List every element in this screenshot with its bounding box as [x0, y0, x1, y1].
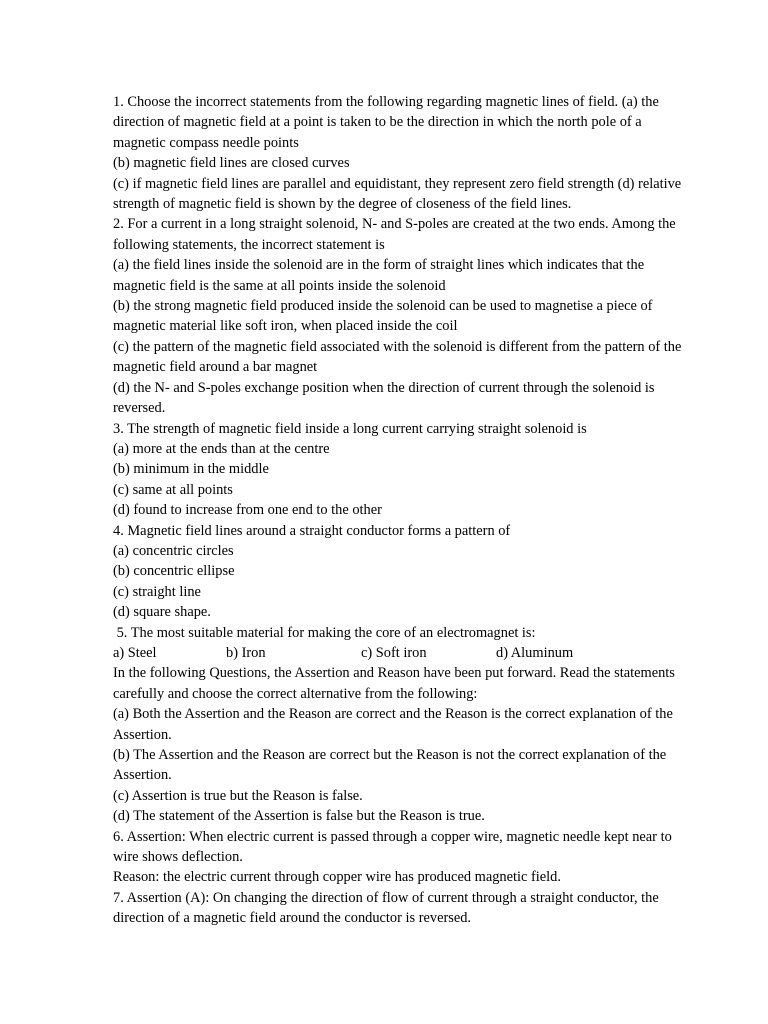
q6-assertion: 6. Assertion: When electric current is passed through a copper wire, magnetic needle kept near to wire shows deflection. — [113, 828, 672, 866]
q2-option-c: (c) the pattern of the magnetic field associated with the solenoid is different from the pattern of the magnetic field around a bar magnet — [113, 338, 682, 376]
q5-options — [113, 643, 683, 663]
q2-option-b: (b) the strong magnetic field produced inside the solenoid can be used to magnetise a piece of magnetic material like soft iron, when placed inside the coil — [113, 298, 653, 335]
q3-option-c: (c) same at all points — [113, 481, 233, 498]
q1-option-b: (b) magnetic field lines are closed curves — [113, 155, 350, 172]
q5-option-a: a) Steel — [113, 644, 157, 661]
q1-option-c-d: (c) if magnetic field lines are parallel and equidistant, they represent zero field strength (d) relative strength of magnetic field is shown by the degree of closeness of the field lines. — [113, 175, 682, 213]
q3-text: 3. The strength of magnetic field inside a long current carrying straight solenoid is — [113, 420, 587, 437]
document-body — [113, 92, 683, 929]
q5-option-d: d) Aluminum — [496, 644, 574, 661]
q3-option-a: (a) more at the ends than at the centre — [113, 440, 330, 457]
ar-option-a: (a) Both the Assertion and the Reason are correct and the Reason is the correct explanation of the Assertion. — [113, 706, 673, 743]
q2-text: 2. For a current in a long straight solenoid, N- and S-poles are created at the two ends. Among the following statements, the incorrect statement is — [113, 216, 676, 253]
ar-option-d: (d) The statement of the Assertion is false but the Reason is true. — [113, 808, 485, 825]
q4-option-d: (d) square shape. — [113, 604, 211, 621]
q4-text: 4. Magnetic field lines around a straight conductor forms a pattern of — [113, 522, 511, 539]
ar-option-b: (b) The Assertion and the Reason are correct but the Reason is not the correct explanation of the Assertion. — [113, 747, 667, 784]
ar-option-c: (c) Assertion is true but the Reason is false. — [113, 787, 363, 804]
assertion-reason-instructions: In the following Questions, the Assertion and Reason have been put forward. Read the statements carefully and choose the correct alternative from the following: — [113, 665, 675, 702]
q4-option-a: (a) concentric circles — [113, 542, 234, 559]
q5-option-c: c) Soft iron — [361, 644, 427, 661]
q4-option-c: (c) straight line — [113, 583, 201, 600]
q2-option-d: (d) the N- and S-poles exchange position when the direction of current through the solenoid is reversed. — [113, 379, 655, 417]
q4-option-b: (b) concentric ellipse — [113, 563, 235, 580]
q6-reason: Reason: the electric current through copper wire has produced magnetic field. — [113, 869, 561, 886]
q3-option-d: (d) found to increase from one end to the other — [113, 502, 382, 519]
q2-option-a: (a) the field lines inside the solenoid are in the form of straight lines which indicates that the magnetic field is the same at all points inside the solenoid — [113, 257, 645, 294]
q3-option-b: (b) minimum in the middle — [113, 461, 269, 478]
q5-option-b: b) Iron — [226, 644, 266, 661]
q7-assertion: 7. Assertion (A): On changing the direction of flow of current through a straight conductor, the direction of a magnetic field around the conductor is reversed. — [113, 889, 659, 927]
q5-text: 5. The most suitable material for making the core of an electromagnet is: — [113, 624, 536, 641]
q1-text: 1. Choose the incorrect statements from the following regarding magnetic lines of field. (a) the direction of magnetic field at a point is taken to be the direction in which the north pole of a magnetic compass needle points — [113, 94, 659, 151]
